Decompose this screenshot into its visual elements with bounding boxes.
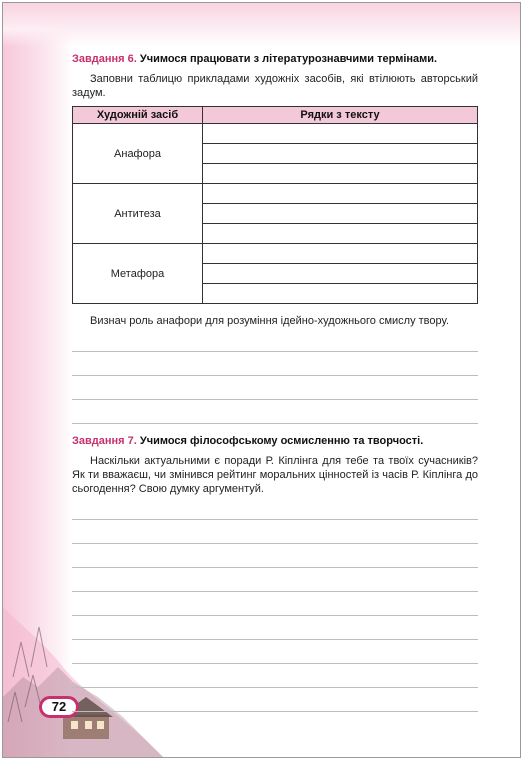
answer-cell[interactable] (203, 164, 478, 184)
task6-heading (72, 52, 478, 66)
column-header-lines: Рядки з тексту (203, 107, 478, 124)
answer-line[interactable] (72, 544, 478, 568)
device-metaphor: Метафора (73, 244, 203, 304)
answer-cell[interactable] (203, 284, 478, 304)
answer-cell[interactable] (203, 184, 478, 204)
task6-question: Визнач роль анафори для розуміння ідейно-художнього смислу твору. (90, 315, 449, 327)
answer-line[interactable] (72, 496, 478, 520)
device-antithesis: Антитеза (73, 184, 203, 244)
task6-label: Завдання 6. (72, 53, 137, 65)
answer-line[interactable] (72, 376, 478, 400)
task7-prompt: Наскільки актуальними є поради Р. Кіплінга для тебе та твоїх сучасників? Як ти вважаєш, чи змінився рейтинг моральних цінностей із часів Р. Кіплінга до сьогодення? Свою думку аргументуй. (72, 455, 478, 495)
answer-cell[interactable] (203, 124, 478, 144)
device-anaphora: Анафора (73, 124, 203, 184)
answer-line[interactable] (72, 400, 478, 424)
answer-line[interactable] (72, 616, 478, 640)
answer-line[interactable] (72, 592, 478, 616)
task7-title: Учимося філософському осмисленню та творчості. (139, 435, 424, 447)
column-header-device: Художній засіб (73, 107, 203, 124)
answer-cell[interactable] (203, 244, 478, 264)
answer-cell[interactable] (203, 224, 478, 244)
answer-line[interactable] (72, 688, 478, 712)
top-decoration (3, 3, 520, 47)
answer-cell[interactable] (203, 204, 478, 224)
task6-instruction: Заповни таблицю прикладами художніх засобів, які втілюють авторський задум. (72, 73, 478, 99)
stylistic-devices-table (72, 106, 478, 304)
task7-label: Завдання 7. (72, 435, 137, 447)
answer-cell[interactable] (203, 144, 478, 164)
page-content (72, 52, 478, 712)
answer-cell[interactable] (203, 264, 478, 284)
answer-line[interactable] (72, 352, 478, 376)
answer-line[interactable] (72, 328, 478, 352)
answer-line[interactable] (72, 568, 478, 592)
task6-title: Учимося працювати з літературознавчими термінами. (139, 53, 438, 65)
task7-heading (72, 434, 478, 448)
answer-line[interactable] (72, 640, 478, 664)
answer-line[interactable] (72, 520, 478, 544)
page-number: 72 (39, 696, 79, 718)
answer-line[interactable] (72, 664, 478, 688)
